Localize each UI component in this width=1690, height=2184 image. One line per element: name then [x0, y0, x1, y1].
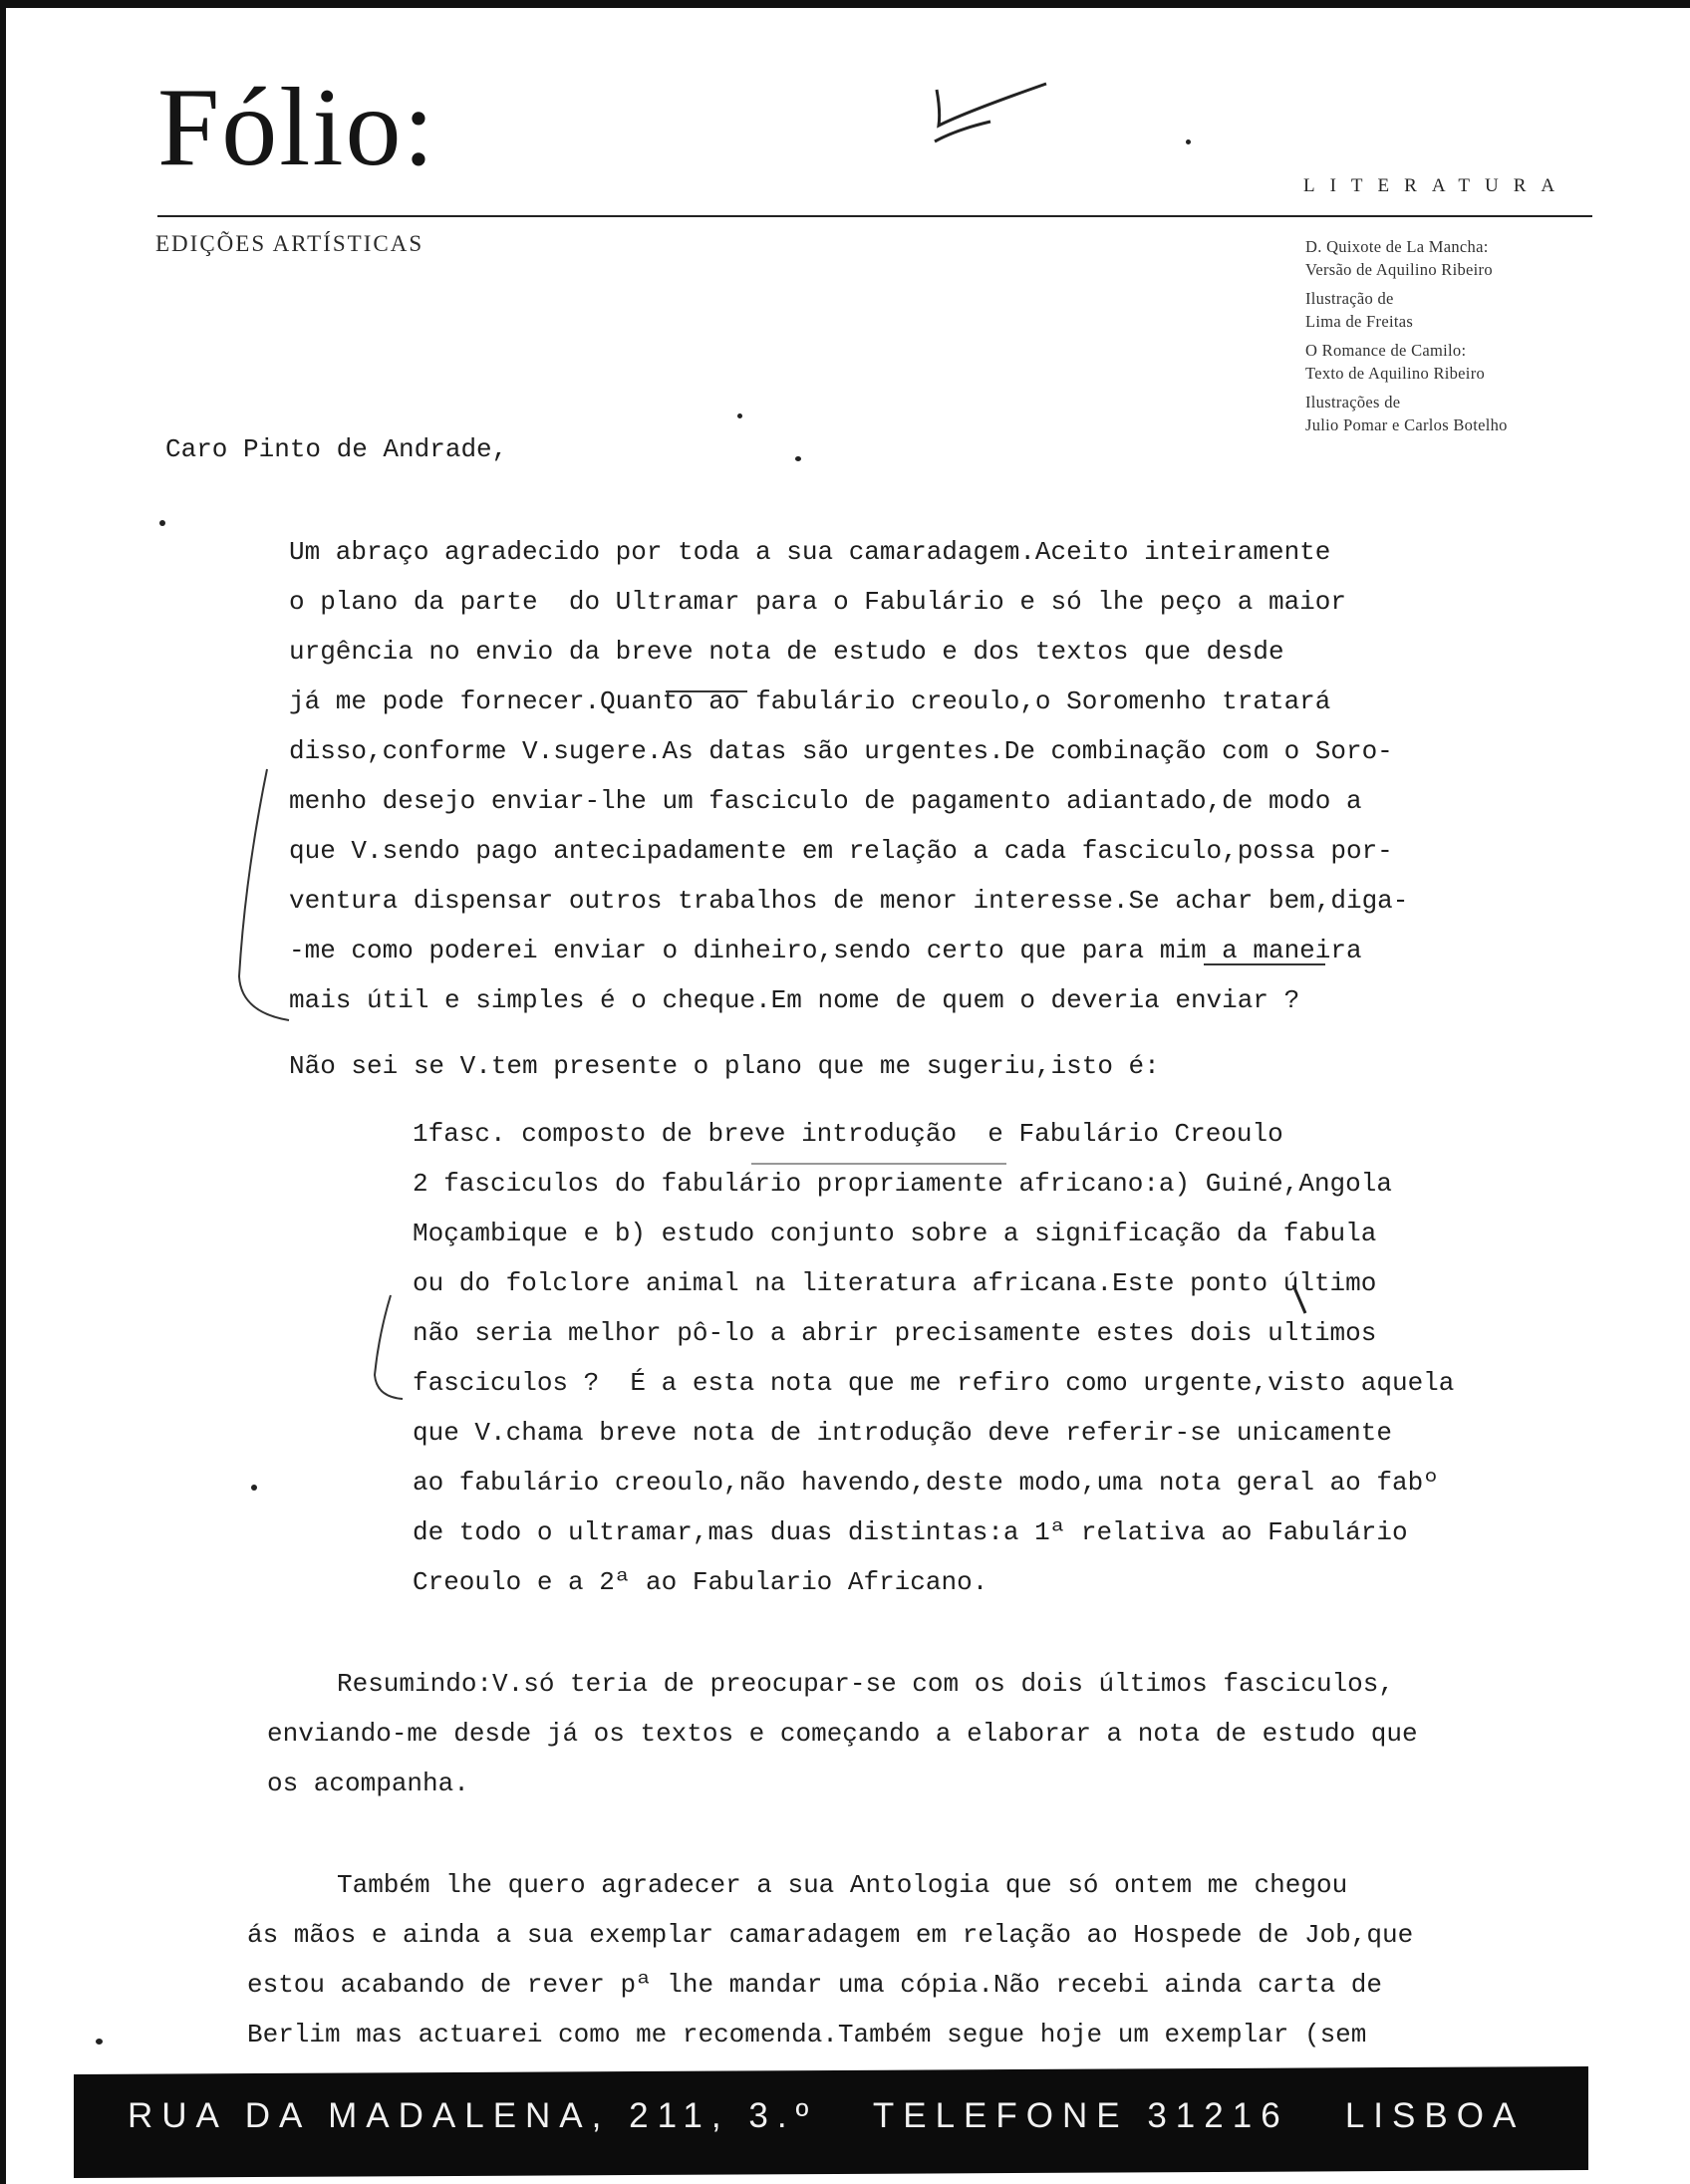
- plan-line: 2 fasciculos do fabulário propriamente africano:a) Guiné,Angola: [413, 1169, 1392, 1199]
- catalog-line: Julio Pomar e Carlos Botelho: [1305, 415, 1508, 434]
- letter-line: ás mãos e ainda a sua exemplar camaradagem em relação ao Hospede de Job,que: [247, 1920, 1414, 1950]
- letter-line: Resumindo:V.só teria de preocupar-se com os dois últimos fasciculos,: [337, 1669, 1394, 1699]
- plan-line: ou do folclore animal na literatura africana.Este ponto último: [413, 1268, 1377, 1298]
- letter-line: já me pode fornecer.Quanto ao fabulário creoulo,o Soromenho tratará: [289, 686, 1331, 716]
- letter-line: Um abraço agradecido por toda a sua camaradagem.Aceito inteiramente: [289, 537, 1331, 567]
- letter-line: -me como poderei enviar o dinheiro,sendo certo que para mim a maneira: [289, 936, 1362, 965]
- catalog-line: Ilustrações de: [1305, 393, 1401, 411]
- plan-line: Moçambique e b) estudo conjunto sobre a significação da fabula: [413, 1219, 1377, 1248]
- plan-line: de todo o ultramar,mas duas distintas:a 1ª relativa ao Fabulário: [413, 1517, 1408, 1547]
- letter-line: que V.sendo pago antecipadamente em relação a cada fasciculo,possa por-: [289, 836, 1393, 866]
- catalog-line: Versão de Aquilino Ribeiro: [1305, 260, 1493, 279]
- letter-line: Não sei se V.tem presente o plano que me sugeriu,isto é:: [289, 1051, 1160, 1081]
- letter-line: ventura dispensar outros trabalhos de menor interesse.Se achar bem,diga-: [289, 886, 1409, 916]
- plan-line: fasciculos ? É a esta nota que me refiro como urgente,visto aquela: [413, 1368, 1455, 1398]
- catalog-line: Texto de Aquilino Ribeiro: [1305, 364, 1486, 383]
- publisher-name: EDIÇÕES ARTÍSTICAS: [155, 231, 424, 256]
- catalog-line: O Romance de Camilo:: [1305, 341, 1467, 360]
- catalog-line: Ilustração de: [1305, 289, 1394, 308]
- plan-line: ao fabulário creoulo,não havendo,deste modo,uma nota geral ao fabº: [413, 1468, 1439, 1498]
- footer-address: RUA DA MADALENA, 211, 3.º TELEFONE 31216 LISBOA: [128, 2096, 1526, 2135]
- ink-speck: [737, 413, 742, 418]
- letter-line: enviando-me desde já os textos e começando a elaborar a nota de estudo que: [267, 1719, 1418, 1749]
- letter-line: disso,conforme V.sugere.As datas são urgentes.De combinação com o Soro-: [289, 736, 1393, 766]
- plan-line: 1fasc. composto de breve introdução e Fabulário Creoulo: [413, 1119, 1283, 1149]
- letter-line: Também lhe quero agradecer a sua Antologia que só ontem me chegou: [337, 1870, 1348, 1900]
- plan-line: Creoulo e a 2ª ao Fabulario Africano.: [413, 1567, 988, 1597]
- ink-speck: [159, 520, 165, 526]
- letter-line: estou acabando de rever pª lhe mandar uma cópia.Não recebi ainda carta de: [247, 1970, 1382, 2000]
- ink-speck: [795, 456, 801, 461]
- catalog-line: Lima de Freitas: [1305, 312, 1414, 331]
- ink-speck: [1186, 139, 1191, 144]
- letter-line: mais útil e simples é o cheque.Em nome de quem o deveria enviar ?: [289, 985, 1300, 1015]
- letter-line: Berlim mas actuarei como me recomenda.Também segue hoje um exemplar (sem: [247, 2020, 1367, 2049]
- catalog-line: D. Quixote de La Mancha:: [1305, 237, 1489, 256]
- letter-line: urgência no envio da breve nota de estudo e dos textos que desde: [289, 637, 1284, 667]
- plan-line: não seria melhor pô-lo a abrir precisamente estes dois ultimos: [413, 1318, 1377, 1348]
- publisher-logo: Fólio:: [157, 66, 436, 189]
- salutation: Caro Pinto de Andrade,: [165, 434, 508, 464]
- section-label: LITERATURA: [1303, 175, 1570, 196]
- ink-speck: [96, 2039, 103, 2045]
- ink-speck: [251, 1485, 257, 1491]
- letter-line: os acompanha.: [267, 1769, 469, 1798]
- letter-line: menho desejo enviar-lhe um fasciculo de pagamento adiantado,de modo a: [289, 786, 1362, 816]
- letter-line: o plano da parte do Ultramar para o Fabulário e só lhe peço a maior: [289, 587, 1346, 617]
- plan-line: que V.chama breve nota de introdução deve referir-se unicamente: [413, 1418, 1392, 1448]
